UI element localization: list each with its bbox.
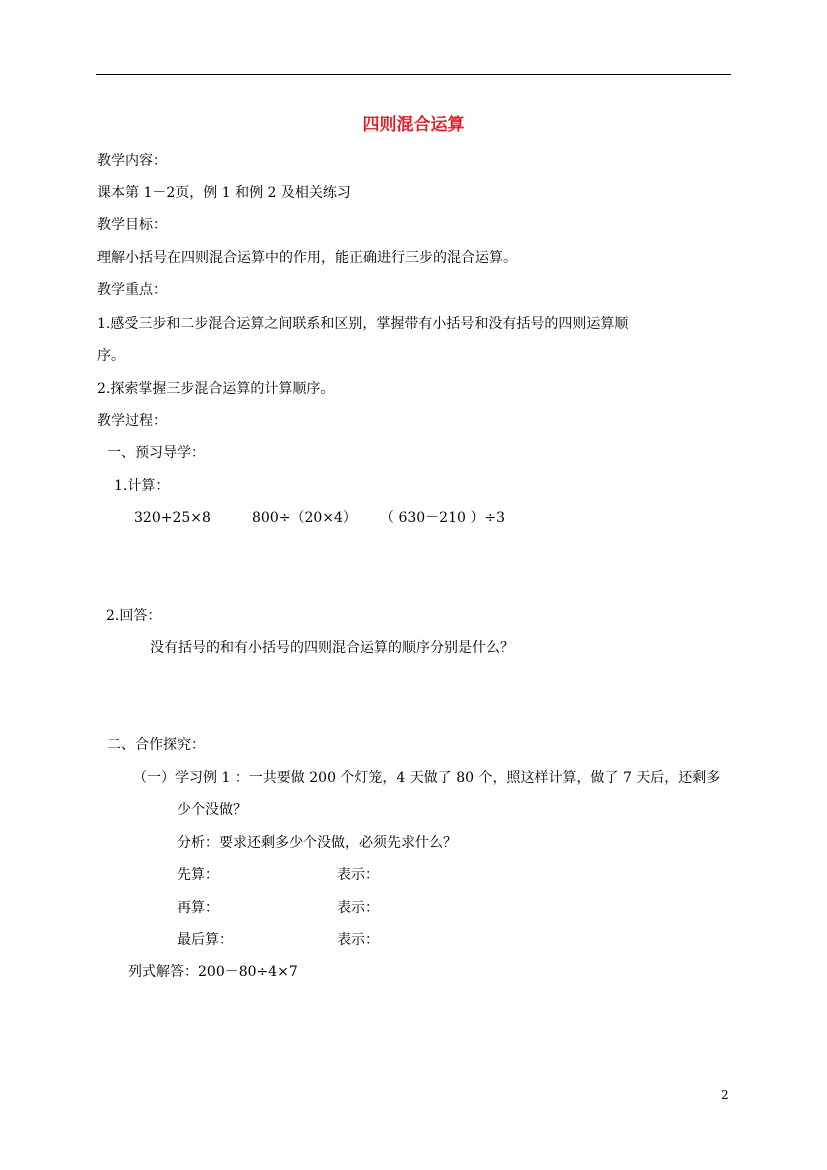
- key-label: 教学重点：: [97, 282, 167, 298]
- last-calc-label: 最后算：: [177, 932, 233, 948]
- formula-text: 列式解答：200－80÷4×7: [128, 964, 298, 980]
- expression-2: 800÷（20×4）: [252, 510, 357, 526]
- content-label: 教学内容：: [97, 153, 167, 169]
- analysis-text: 分析：要求还剩多少个没做，必须先求什么？: [177, 835, 457, 851]
- represent-label-1: 表示：: [337, 867, 379, 883]
- expression-1: 320+25×8: [134, 510, 211, 526]
- key-point-1b: 序。: [97, 348, 125, 364]
- then-calc-label: 再算：: [177, 900, 219, 916]
- answer-label: 2.回答：: [106, 608, 162, 624]
- section-2-title: 二、合作探究：: [107, 737, 205, 753]
- section-1-title: 一、预习导学：: [107, 445, 205, 461]
- question-text: 没有括号的和有小括号的四则混合运算的顺序分别是什么？: [150, 640, 514, 656]
- calc-label: 1.计算：: [114, 478, 170, 494]
- content-text: 课本第 1－2页，例 1 和例 2 及相关练习: [97, 185, 351, 201]
- first-calc-label: 先算：: [177, 867, 219, 883]
- page-title: 四则混合运算: [362, 115, 465, 135]
- key-point-1a: 1.感受三步和二步混合运算之间联系和区别，掌握带有小括号和没有括号的四则运算顺: [97, 316, 629, 332]
- page-number: 2: [721, 1088, 729, 1102]
- process-label: 教学过程：: [97, 413, 167, 429]
- header-rule: [96, 74, 731, 75]
- example-line-a: （一）学习例 1 ：一共要做 200 个灯笼，4 天做了 80 个，照这样计算，做了 7 天后，还剩多: [133, 770, 721, 786]
- represent-label-2: 表示：: [337, 900, 379, 916]
- key-point-2: 2.探索掌握三步混合运算的计算顺序。: [97, 381, 335, 397]
- example-line-b: 少个没做？: [177, 802, 247, 818]
- represent-label-3: 表示：: [337, 932, 379, 948]
- goal-text: 理解小括号在四则混合运算中的作用，能正确进行三步的混合运算。: [97, 250, 517, 266]
- expression-3: （ 630－210 ）÷3: [380, 510, 505, 526]
- goal-label: 教学目标：: [97, 217, 167, 233]
